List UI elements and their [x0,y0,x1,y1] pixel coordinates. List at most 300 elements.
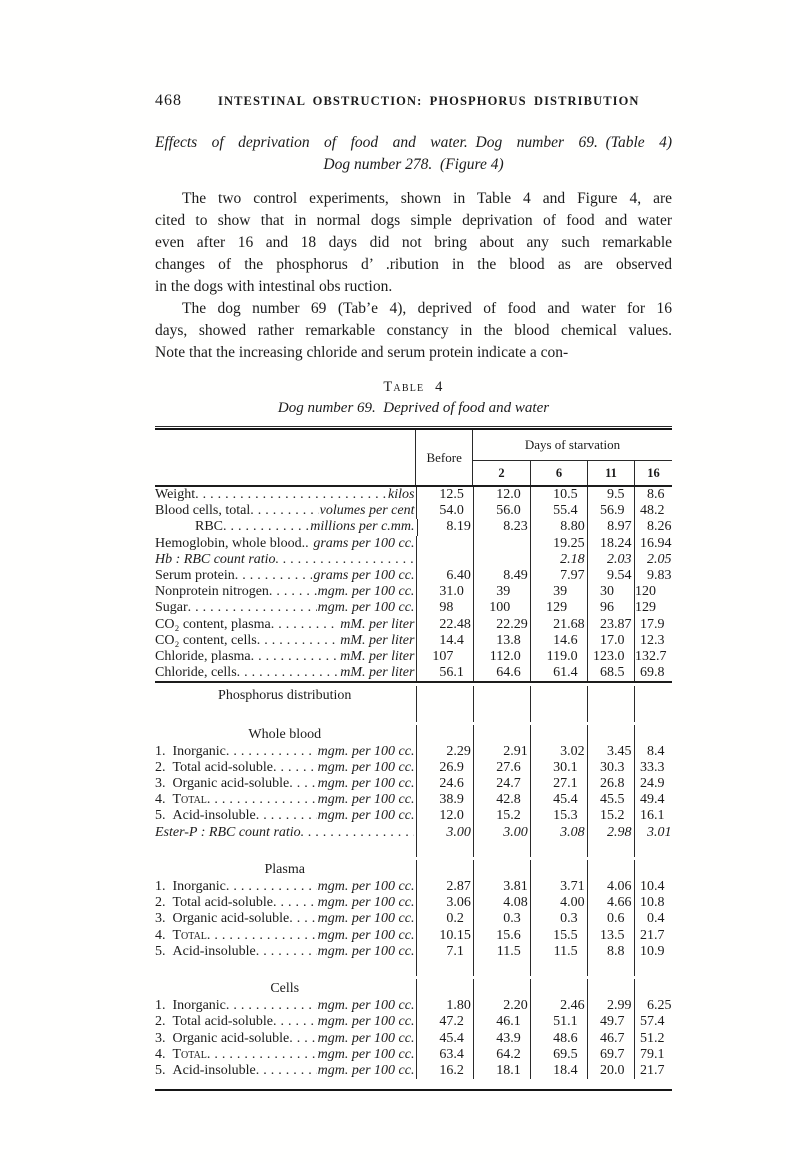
table-col-header-day-11: 11 [587,461,634,485]
cell-value-frac: .2 [510,808,521,824]
cell-day-11 [587,487,634,503]
table-row [155,944,672,960]
cell-value-int: 3 [560,743,568,759]
cell-value-int: 30 [600,584,615,600]
row-label: Chloride, plasma [155,649,251,665]
cell-value-int: 3 [560,879,568,895]
table-row [155,792,672,808]
cell-value-int: 17 [639,616,654,632]
cell-day-6 [530,1014,587,1030]
cell-day-2 [473,617,530,633]
cell-value-frac: .2 [453,1014,464,1030]
text-line: cited to show that in normal dogs simple deprivation of food and water [155,212,672,229]
section-heading-text: Whole blood [248,726,322,742]
cell-day-16 [634,825,672,841]
cell-day-2 [473,879,530,895]
cell-value-int: 21 [639,927,654,943]
cell-day-11 [587,633,634,649]
cell-value-frac: .6 [510,665,521,681]
table-row [155,1014,672,1030]
cell-day-6 [530,584,587,600]
cell-value-int: 22 [439,616,454,632]
cell-day-16 [634,665,672,681]
cell-value-frac: .7 [653,1063,665,1079]
leader-dots [251,649,340,665]
section-heading-text: Cells [270,981,300,997]
cell-value-frac: .91 [510,743,528,759]
cell-day-6 [530,792,587,808]
cell-day-11 [587,649,634,665]
cell-day-2 [473,979,530,998]
cell-value-frac: .97 [614,519,632,535]
cell-value-int: 2 [446,743,454,759]
cell-value-int: 123 [593,649,615,665]
cell-day-2 [473,536,530,552]
cell-value-int: 10 [439,927,454,943]
cell-value-frac: .81 [510,879,528,895]
cell-value-frac: .5 [614,927,625,943]
leader-dots [273,760,317,776]
cell-day-2 [473,1063,530,1079]
cell-day-6 [530,1063,587,1079]
cell-day-6 [530,725,587,744]
cell-day-11 [587,552,634,568]
cell-before [416,825,473,841]
row-label-cell [155,617,416,633]
section-heading [155,132,672,176]
cell-day-11 [587,998,634,1014]
cell-day-16 [634,568,672,584]
cell-value-frac: .3 [510,911,521,927]
cell-value-frac: .00 [567,895,585,911]
cell-before [416,911,473,927]
paragraph [155,298,672,364]
cell-value-frac: .8 [614,943,625,959]
cell-day-2 [473,825,530,841]
cell-value-int: 22 [496,616,511,632]
cell-value-frac: .9 [653,943,665,959]
cell-value-int: 4 [607,895,615,911]
row-label: 4. Total [155,792,207,808]
row-unit: mgm. per 100 cc. [317,808,415,824]
cell-day-11 [587,503,634,519]
cell-value-int: 27 [553,776,568,792]
cell-value-int: 3 [446,895,454,911]
row-unit: grams per 100 cc. [313,568,415,584]
leader-dots [195,487,387,503]
cell-before [416,979,473,998]
cell-value-int: 8 [446,519,454,535]
cell-value-int: 8 [607,943,615,959]
cell-value-frac: .05 [653,551,672,567]
row-label-cell [155,487,416,503]
text-line: changes of the phosphorus d’ .ribution in the blood as are observed [155,256,672,273]
cell-before [416,725,473,744]
row-label-cell [155,1063,416,1079]
cell-value-int: 15 [553,927,568,943]
cell-value-frac: .8 [653,895,665,911]
cell-before [416,600,473,616]
cell-value-frac: .15 [453,927,471,943]
text-line: in the dogs with intestinal obs ruction. [155,278,393,295]
cell-value-int: 1 [446,998,454,1014]
cell-value-int: 0 [560,911,568,927]
cell-before [416,1047,473,1063]
row-unit: mgm. per 100 cc. [317,600,415,616]
leader-dots [235,568,313,584]
text-line: days, showed rather remarkable constancy in the blood chemical values. [155,322,672,339]
cell-value-frac: .29 [453,743,471,759]
row-unit: mgm. per 100 cc. [317,998,415,1014]
cell-value-int: 63 [439,1046,454,1062]
cell-value-int: 30 [600,759,615,775]
cell-value-frac: .00 [453,824,471,840]
cell-value-frac: .97 [567,568,585,584]
row-label-cell [155,744,416,760]
cell-value-frac: .5 [567,943,578,959]
cell-value-frac: .6 [567,1030,578,1046]
cell-value-frac: .9 [453,759,464,775]
table-col-header-day-6: 6 [530,461,587,485]
row-label [155,705,416,721]
cell-value-int: 16 [439,1063,454,1079]
cell-value-int: 12 [439,808,454,824]
cell-value-int: 68 [600,665,615,681]
leader-dots [237,665,340,681]
cell-value-frac: .80 [567,519,585,535]
cell-value-int: 7 [446,943,454,959]
cell-value-frac: .6 [510,927,521,943]
table-row [155,760,672,776]
row-label-cell [155,911,416,927]
table-row [155,633,672,649]
cell-value-frac: .9 [510,1030,521,1046]
row-label: 2. Total acid-soluble [155,759,273,775]
cell-value-int: 47 [439,1014,454,1030]
cell-day-2 [473,928,530,944]
cell-value-int: 55 [553,503,568,519]
cell-value-frac: .3 [653,759,665,775]
cell-value-int: 2 [560,551,568,567]
cell-day-6 [530,808,587,824]
cell-value-int: 46 [496,1014,511,1030]
cell-value-int: 9 [607,568,615,584]
table-row [155,998,672,1014]
cell-value-frac: .6 [614,911,625,927]
cell-value-frac: .0 [510,649,521,665]
row-label-cell [155,536,416,552]
row-label: 3. Organic acid-soluble [155,1030,290,1046]
cell-value-int: 98 [439,600,454,616]
cell-value-frac: .7 [653,927,665,943]
cell-value-int: 33 [639,759,654,775]
table-row [155,552,672,568]
cell-value-frac: .01 [653,824,672,840]
cell-day-6 [530,911,587,927]
cell-day-6 [530,860,587,879]
cell-value-int: 27 [496,759,511,775]
cell-day-6 [530,503,587,519]
cell-before [416,1014,473,1030]
cell-before [416,552,473,568]
cell-value-int: 9 [646,568,654,584]
cell-before [416,487,473,503]
row-label: 4. Total [155,927,207,943]
row-label-cell [155,665,416,681]
cell-value-frac: .0 [567,649,578,665]
cell-value-frac: .1 [510,1014,521,1030]
cell-value-int: 30 [553,759,568,775]
cell-value-int: 18 [496,1063,511,1079]
cell-value-int: 3 [503,824,511,840]
cell-value-frac: .0 [453,808,464,824]
leader-dots [226,879,317,895]
cell-value-int: 12 [639,632,654,648]
cell-day-16 [634,841,672,857]
cell-value-frac: .66 [614,895,632,911]
cell-value-frac: .02 [567,743,585,759]
cell-value-frac: .7 [614,1030,625,1046]
cell-value-int: 14 [553,632,568,648]
cell-value-frac: .48 [453,616,471,632]
cell-day-11 [587,979,634,998]
row-unit: mM. per liter [340,665,415,681]
cell-day-16 [634,960,672,976]
cell-value-frac: .1 [653,1046,665,1062]
table-days-group [472,430,672,485]
cell-value-frac: .9 [453,792,464,808]
cell-day-16 [634,487,672,503]
cell-value-frac: .06 [614,879,632,895]
cell-value-int: 4 [560,895,568,911]
cell-before [416,686,473,705]
cell-value-frac: .4 [453,632,464,648]
row-label: 5. Acid-insoluble [155,808,256,824]
cell-value-int: 4 [607,879,615,895]
table-row [155,895,672,911]
cell-value-int: 2 [503,998,511,1014]
cell-day-6 [530,944,587,960]
row-label: 2. Total acid-soluble [155,1014,273,1030]
cell-value-int: 3 [446,824,454,840]
cell-day-11 [587,600,634,616]
cell-value-frac: .2 [453,911,464,927]
cell-day-11 [587,1047,634,1063]
cell-day-2 [473,911,530,927]
cell-value-frac: .0 [614,1063,625,1079]
cell-day-11 [587,584,634,600]
row-unit: mgm. per 100 cc. [317,759,415,775]
leader-dots [207,792,317,808]
cell-day-2 [473,1031,530,1047]
paragraph [155,188,672,298]
cell-value-frac: .87 [453,879,471,895]
cell-value-int: 3 [646,824,654,840]
cell-day-2 [473,1047,530,1063]
row-label: 2. Total acid-soluble [155,895,273,911]
cell-day-16 [634,1031,672,1047]
cell-value-int: 49 [639,792,654,808]
row-unit: mgm. per 100 cc. [317,911,415,927]
table-row [155,776,672,792]
cell-value-frac: .00 [510,824,528,840]
cell-day-11 [587,519,634,535]
row-label: RBC [195,519,224,535]
cell-day-16 [634,600,672,616]
cell-value-int: 42 [496,792,511,808]
cell-value-int: 2 [607,998,615,1014]
cell-value-frac: .26 [654,519,672,535]
cell-value-int: 54 [439,503,454,519]
cell-day-6 [530,686,587,705]
cell-value-int: 21 [639,1063,654,1079]
cell-day-2 [473,792,530,808]
cell-before [416,1031,473,1047]
cell-day-6 [530,744,587,760]
cell-value-int: 49 [600,1014,615,1030]
cell-day-11 [587,860,634,879]
cell-day-11 [587,568,634,584]
table-row [155,649,672,665]
cell-value-int: 46 [600,1030,615,1046]
cell-day-2 [473,649,530,665]
cell-value-frac: .4 [653,743,665,759]
cell-day-6 [530,649,587,665]
cell-value-frac: .7 [614,1046,625,1062]
row-label [155,841,416,857]
leader-dots [289,1031,316,1047]
cell-value-int: 10 [639,943,654,959]
cell-before [416,841,473,857]
cell-day-11 [587,744,634,760]
cell-day-16 [634,584,672,600]
cell-value-frac: .0 [510,487,521,502]
cell-day-6 [530,928,587,944]
cell-value-int: 14 [439,632,454,648]
cell-day-6 [530,665,587,681]
cell-day-6 [530,705,587,721]
cell-day-11 [587,1014,634,1030]
cell-value-frac: .98 [614,824,632,840]
row-label-cell [155,1047,416,1063]
cell-value-int: 15 [600,808,615,824]
cell-value-int: 8 [647,519,655,535]
cell-value-frac: .7 [656,649,667,665]
cell-value-frac: .5 [567,487,578,502]
cell-value-frac: .8 [510,632,521,648]
cell-before [416,744,473,760]
cell-value-frac: .23 [510,519,528,535]
row-label-cell [155,998,416,1014]
cell-before [416,860,473,879]
cell-day-16 [634,536,672,552]
row-label-cell [155,1014,416,1030]
cell-value-frac: .8 [614,776,625,792]
cell-day-2 [473,944,530,960]
cell-value-frac: .5 [567,1046,578,1062]
cell-value-frac: .20 [510,998,528,1014]
table-col-header-before: Before [415,430,472,485]
leader-dots [207,928,317,944]
cell-day-2 [473,895,530,911]
cell-value-frac: .3 [567,808,578,824]
leader-dots [250,503,318,519]
cell-day-11 [587,1031,634,1047]
cell-value-int: 3 [560,824,568,840]
cell-value-frac: .08 [567,824,585,840]
cell-day-11 [587,725,634,744]
text-line: even after 16 and 18 days did not bring about any such remarkable [155,234,672,251]
page-number: 468 [155,92,182,109]
cell-before [416,944,473,960]
cell-day-6 [530,536,587,552]
cell-value-int: 57 [639,1014,654,1030]
table-row [155,1063,672,1079]
cell-value-frac: .0 [614,649,625,665]
cell-value-int: 18 [600,535,615,551]
leader-dots [269,584,317,600]
cell-day-11 [587,944,634,960]
cell-value-int: 24 [496,776,511,792]
cell-value-frac: .4 [567,1063,578,1079]
cell-day-11 [587,1063,634,1079]
row-unit: mgm. per 100 cc. [317,776,415,792]
leader-dots [188,600,317,616]
row-label: 5. Acid-insoluble [155,943,256,959]
cell-day-6 [530,960,587,976]
cell-value-frac: .2 [653,1030,665,1046]
cell-day-11 [587,705,634,721]
cell-value-int: 120 [635,584,657,600]
leader-dots [256,808,317,824]
section-heading-line-1: Effects of deprivation of food and water. Dog number 69. (Table 4) [155,134,672,151]
cell-before [416,584,473,600]
cell-value-int: 3 [503,879,511,895]
table-label: Table 4 [383,379,444,395]
table-row [155,1031,672,1047]
row-unit: millions per c.mm. [310,519,415,535]
cell-day-6 [530,487,587,503]
cell-day-16 [634,979,672,998]
cell-value-frac: .1 [567,776,578,792]
row-label: Sugar [155,600,188,616]
leader-dots [223,519,309,535]
cell-value-int: 7 [560,568,568,584]
row-label: Ester-P : RBC count ratio [155,824,301,840]
table-row [155,928,672,944]
cell-value-frac: .6 [453,776,464,792]
cell-day-11 [587,895,634,911]
cell-day-11 [587,808,634,824]
cell-before [416,998,473,1014]
table-4 [155,426,672,1091]
cell-value-frac: .7 [510,776,521,792]
cell-value-frac: .3 [567,911,578,927]
cell-value-int: 16 [639,808,654,824]
cell-before [416,960,473,976]
cell-day-16 [634,911,672,927]
cell-day-6 [530,760,587,776]
cell-value-frac: .19 [453,519,471,535]
row-label-cell [155,649,416,665]
row-label: 3. Organic acid-soluble [155,776,290,792]
cell-day-6 [530,998,587,1014]
cell-day-2 [473,487,530,503]
row-label [155,960,416,976]
cell-day-2 [473,686,530,705]
cell-day-11 [587,665,634,681]
cell-day-11 [587,536,634,552]
